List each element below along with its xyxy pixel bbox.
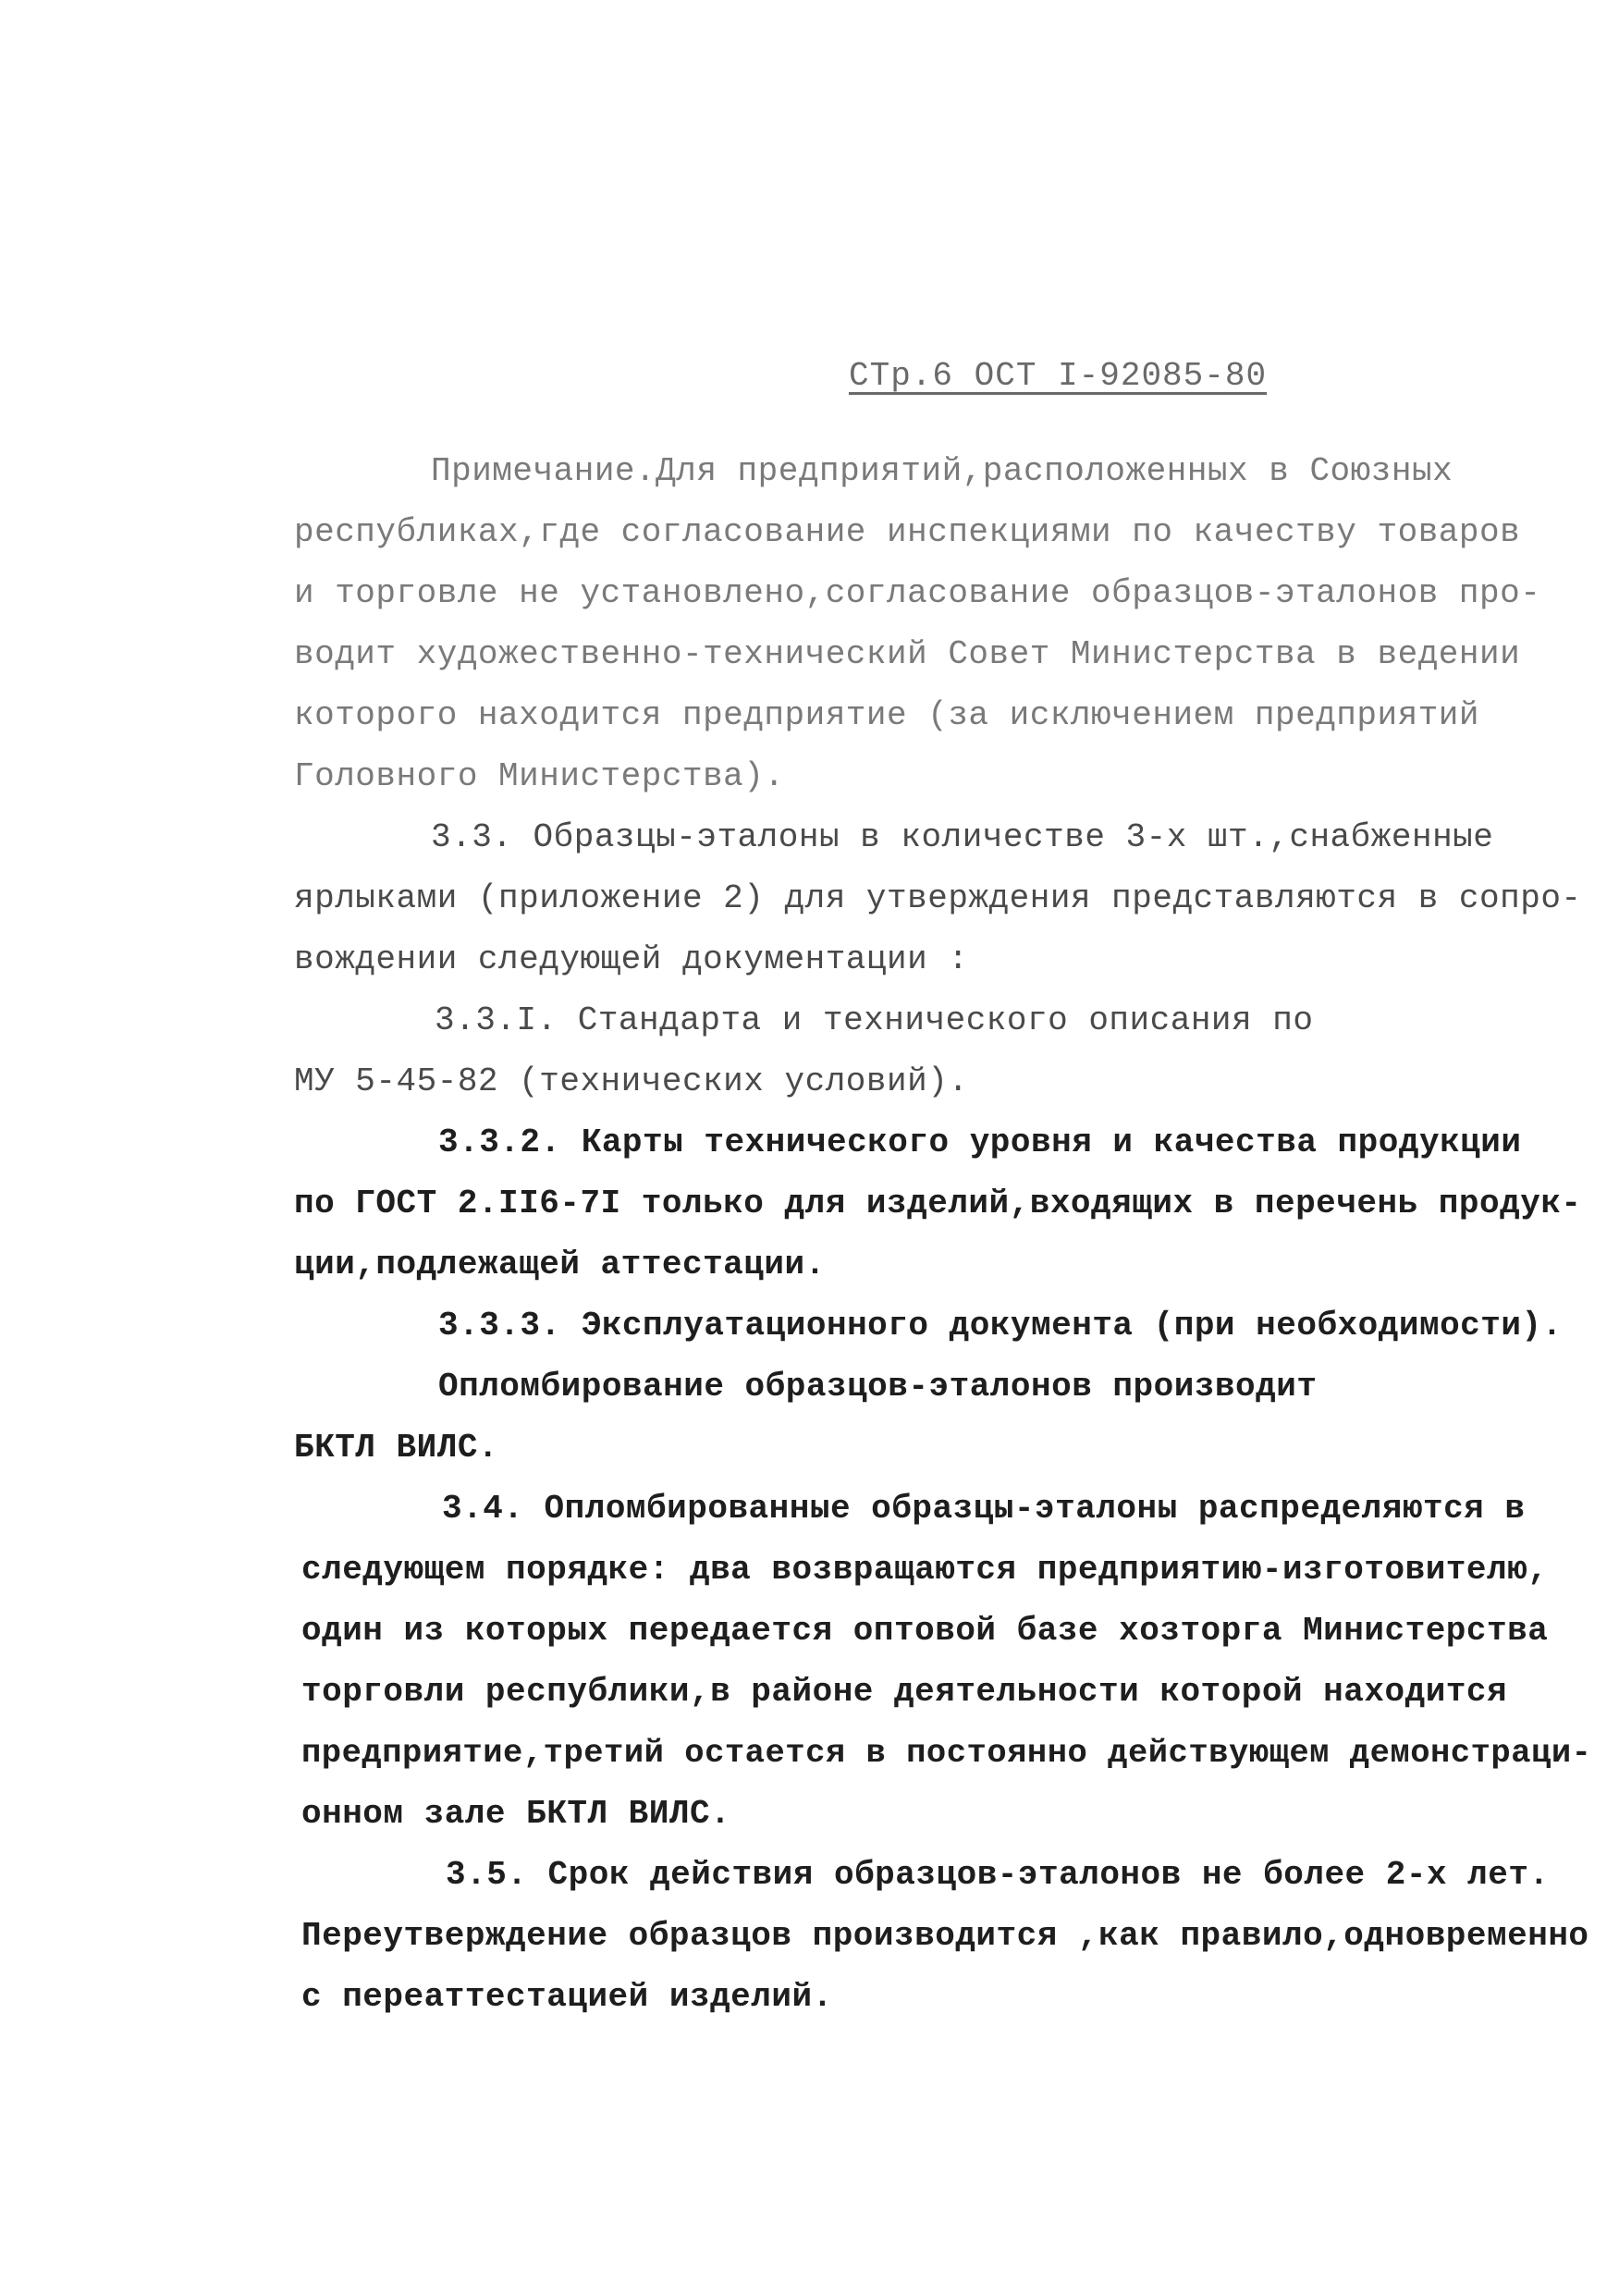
page-header: СТр.6 ОСТ I-92085-80	[849, 357, 1268, 395]
text-line: с переаттестацией изделий.	[301, 1978, 833, 2016]
text-line: Примечание.Для предприятий,расположенных в Союзных	[431, 452, 1453, 490]
text-line: которого находится предприятие (за исключением предприятий	[294, 696, 1480, 734]
text-line: вождении следующей документации :	[294, 940, 969, 978]
text-line: 3.3.2. Карты технического уровня и качества продукции	[438, 1123, 1522, 1161]
text-line: водит художественно-технический Совет Министерства в ведении	[294, 635, 1521, 673]
text-line: предприятие,третий остается в постоянно действующем демонстраци-	[301, 1734, 1592, 1772]
text-line: по ГОСТ 2.II6-7I только для изделий,входящих в перечень продук-	[294, 1185, 1582, 1222]
text-line: республиках,где согласование инспекциями по качеству товаров	[294, 513, 1521, 551]
text-line: 3.3.3. Эксплуатационного документа (при необходимости).	[438, 1307, 1563, 1344]
text-line: торговли республики,в районе деятельности которой находится	[301, 1673, 1508, 1711]
text-line: БКТЛ ВИЛС.	[294, 1429, 499, 1467]
text-line: и торговле не установлено,согласование образцов-эталонов про-	[294, 574, 1541, 612]
text-line: ярлыками (приложение 2) для утверждения представляются в сопро-	[294, 879, 1582, 917]
text-line: Переутверждение образцов производится ,как правило,одновременно	[301, 1917, 1589, 1955]
text-line: 3.5. Срок действия образцов-эталонов не более 2-х лет.	[446, 1856, 1550, 1894]
text-line: МУ 5-45-82 (технических условий).	[294, 1062, 969, 1100]
text-line: один из которых передается оптовой базе хозторга Министерства	[301, 1612, 1549, 1650]
text-line: Опломбирование образцов-эталонов производит	[438, 1368, 1318, 1406]
text-line: 3.3. Образцы-эталоны в количестве 3-х шт.,снабженные	[431, 818, 1494, 856]
text-line: 3.3.I. Стандарта и технического описания по	[435, 1001, 1314, 1039]
text-line: Головного Министерства).	[294, 757, 785, 795]
text-line: ции,подлежащей аттестации.	[294, 1246, 826, 1283]
text-line: 3.4. Опломбированные образцы-эталоны распределяются в	[442, 1490, 1526, 1528]
text-line: онном зале БКТЛ ВИЛС.	[301, 1795, 731, 1833]
text-line: следующем порядке: два возвращаются предприятию-изготовителю,	[301, 1551, 1549, 1589]
